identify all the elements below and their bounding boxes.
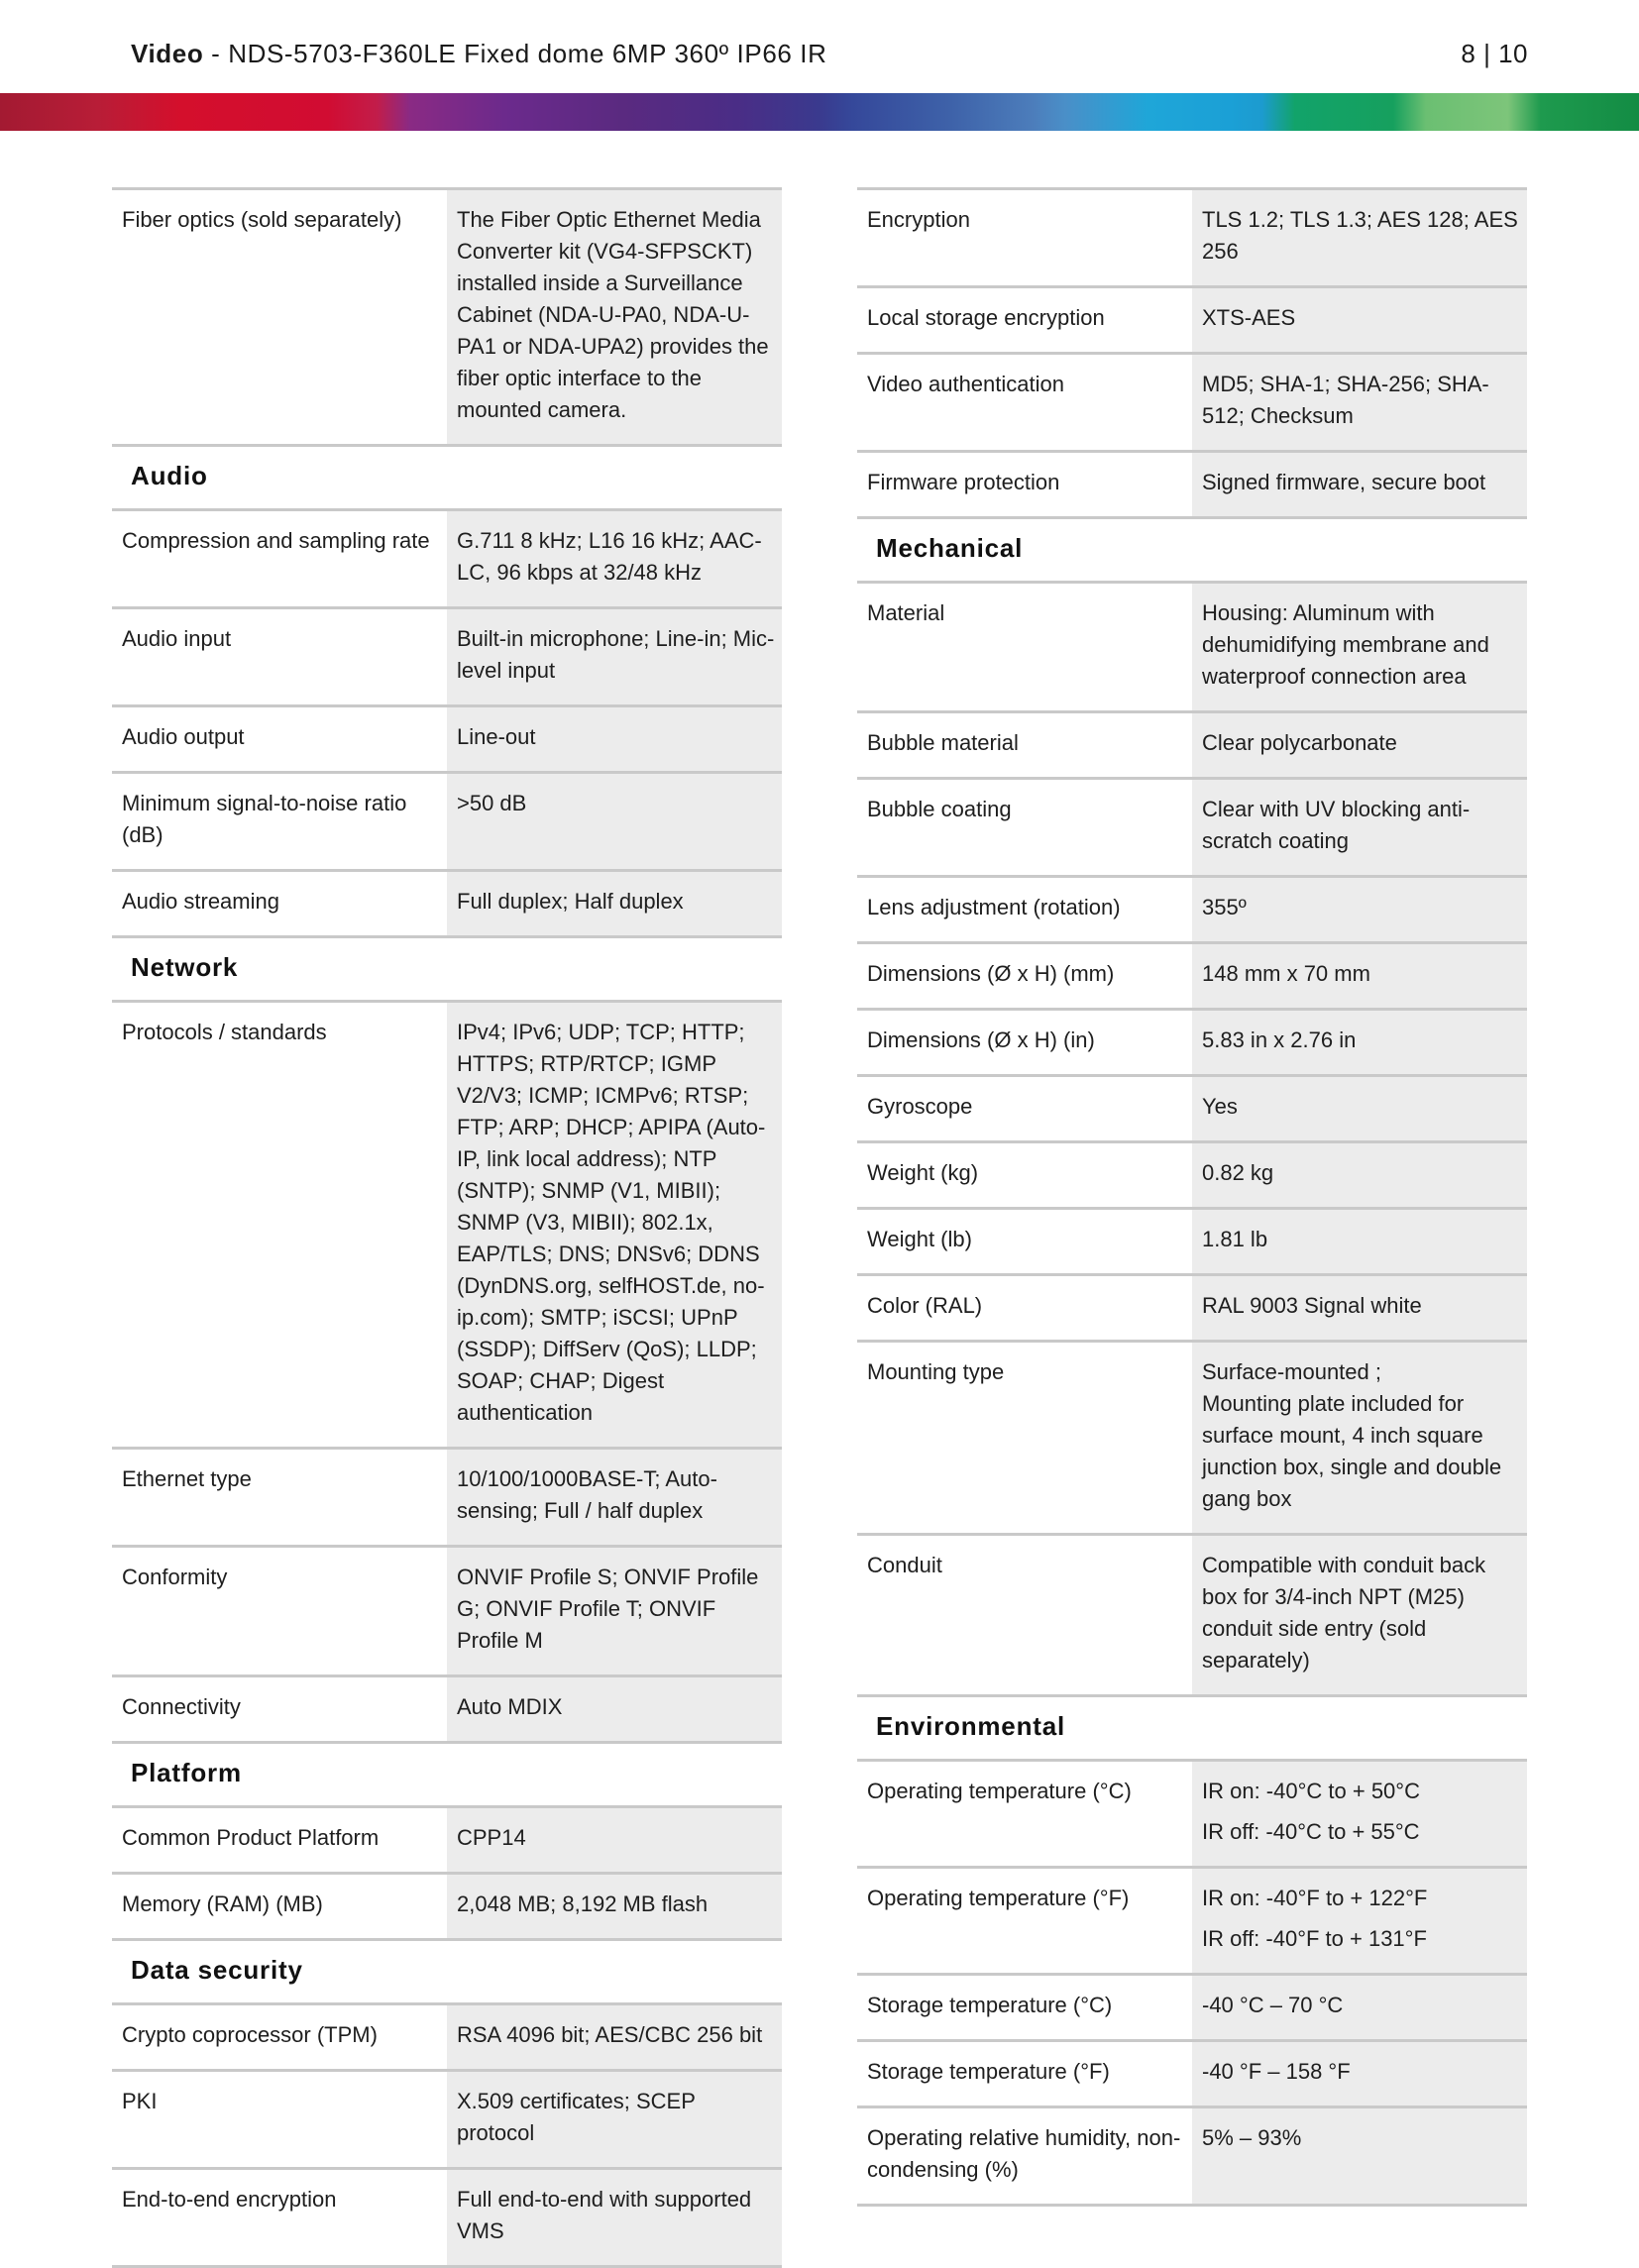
spec-row-material [857, 581, 1527, 710]
spec-value: XTS-AES [1192, 288, 1527, 352]
spec-row-color-ral [857, 1273, 1527, 1340]
spec-row-video-authentication [857, 352, 1527, 450]
spec-label: Audio input [122, 626, 232, 651]
spec-row-pki [112, 2069, 782, 2167]
spec-label: Conformity [122, 1565, 228, 1589]
spec-row-protocols-standards [112, 1000, 782, 1447]
spec-label: Bubble material [867, 730, 1019, 755]
spec-label: Memory (RAM) (MB) [122, 1891, 323, 1916]
spec-label: PKI [122, 2089, 158, 2113]
spec-row-lens-adjustment-rotation [857, 875, 1527, 941]
section-heading-network: Network [112, 935, 782, 1000]
spec-row-local-storage-encryption [857, 285, 1527, 352]
spec-label: Firmware protection [867, 470, 1060, 494]
spec-value: Surface-mounted ; Mounting plate included for surface mount, 4 inch square junction box, single and double gang box [1192, 1343, 1527, 1533]
spec-value: >50 dB [447, 774, 782, 869]
spec-row-bubble-material [857, 710, 1527, 777]
spec-value: Yes [1192, 1077, 1527, 1140]
spec-label: Gyroscope [867, 1094, 973, 1119]
spec-row-audio-output [112, 704, 782, 771]
spec-row-encryption [857, 187, 1527, 285]
spec-row-conduit [857, 1533, 1527, 1694]
spec-label: Storage temperature (°F) [867, 2059, 1110, 2084]
spec-label: Weight (kg) [867, 1160, 979, 1185]
spec-value: IPv4; IPv6; UDP; TCP; HTTP; HTTPS; RTP/RTCP; IGMP V2/V3; ICMP; ICMPv6; RTSP; FTP; ARP; DHCP; APIPA (Auto-IP, link local address); NTP (SNTP); SNMP (V1, MIBII); SNMP (V3, MIBII); 802.1x, EAP/TLS; DNS; DNSv6; DDNS (DynDNS.org, selfHOST.de, no-ip.com); SMTP; iSCSI; UPnP (SSDP); DiffServ (QoS); LLDP; SOAP; CHAP; Digest authentication [447, 1003, 782, 1447]
spec-value-line: IR off: -40°F to + 131°F [1202, 1926, 1427, 1951]
page-header [131, 34, 1528, 73]
spec-label: Bubble coating [867, 797, 1012, 821]
spec-value: Full duplex; Half duplex [447, 872, 782, 935]
spec-label: Local storage encryption [867, 305, 1105, 330]
spec-value: 355º [1192, 878, 1527, 941]
spec-label: Audio output [122, 724, 245, 749]
section-heading-environmental: Environmental [857, 1694, 1527, 1759]
spec-label: Fiber optics (sold separately) [122, 207, 402, 232]
spec-label: Operating temperature (°F) [867, 1886, 1130, 1910]
spec-row-storage-temperature-c [857, 1973, 1527, 2039]
spec-label: Dimensions (Ø x H) (mm) [867, 961, 1115, 986]
document-title-product: - NDS-5703-F360LE Fixed dome 6MP 360º IP66 IR [203, 38, 827, 68]
spec-label: Operating relative humidity, non-condensing (%) [867, 2125, 1181, 2182]
spec-value [1192, 1869, 1527, 1973]
spec-value: 2,048 MB; 8,192 MB flash [447, 1875, 782, 1938]
spec-value-line: IR on: -40°C to + 50°C [1202, 1779, 1420, 1803]
spec-label: Compression and sampling rate [122, 528, 430, 553]
spec-value: Built-in microphone; Line-in; Mic-level input [447, 609, 782, 704]
spec-value: Clear polycarbonate [1192, 713, 1527, 777]
spec-value: ONVIF Profile S; ONVIF Profile G; ONVIF Profile T; ONVIF Profile M [447, 1548, 782, 1674]
spec-value: 5% – 93% [1192, 2108, 1527, 2204]
section-heading-mechanical: Mechanical [857, 516, 1527, 581]
spec-label: End-to-end encryption [122, 2187, 337, 2212]
spec-value [1192, 1762, 1527, 1866]
spec-label: Weight (lb) [867, 1227, 972, 1251]
spec-row-operating-relative-humidity-non-condensing [857, 2106, 1527, 2207]
spec-value: Line-out [447, 707, 782, 771]
spec-label: Video authentication [867, 372, 1064, 396]
spec-label: Audio streaming [122, 889, 279, 914]
spec-row-firmware-protection [857, 450, 1527, 516]
spec-label: Conduit [867, 1553, 942, 1577]
spec-value-line: IR off: -40°C to + 55°C [1202, 1819, 1420, 1844]
document-title-category: Video [131, 38, 204, 68]
spec-row-bubble-coating [857, 777, 1527, 875]
spec-table-left [112, 187, 782, 2268]
spec-label: Material [867, 600, 945, 625]
spec-value: Compatible with conduit back box for 3/4-inch NPT (M25) conduit side entry (sold separately) [1192, 1536, 1527, 1694]
spec-row-dimensions-x-h-mm [857, 941, 1527, 1008]
spec-row-storage-temperature-f [857, 2039, 1527, 2106]
spec-label: Storage temperature (°C) [867, 1993, 1113, 2017]
spec-label: Common Product Platform [122, 1825, 380, 1850]
spec-value: 148 mm x 70 mm [1192, 944, 1527, 1008]
spec-row-operating-temperature-f [857, 1866, 1527, 1973]
spec-row-crypto-coprocessor-tpm [112, 2002, 782, 2069]
spec-value: X.509 certificates; SCEP protocol [447, 2072, 782, 2167]
spec-row-conformity [112, 1545, 782, 1674]
spec-label: Encryption [867, 207, 970, 232]
spec-label: Ethernet type [122, 1466, 252, 1491]
spec-value: Clear with UV blocking anti-scratch coating [1192, 780, 1527, 875]
spec-row-compression-and-sampling-rate [112, 508, 782, 606]
spec-row-audio-input [112, 606, 782, 704]
spec-row-weight-kg [857, 1140, 1527, 1207]
spec-value: RSA 4096 bit; AES/CBC 256 bit [447, 2005, 782, 2069]
spec-row-audio-streaming [112, 869, 782, 935]
spec-row-operating-temperature-c [857, 1759, 1527, 1866]
spec-row-end-to-end-encryption [112, 2167, 782, 2268]
spec-value: 0.82 kg [1192, 1143, 1527, 1207]
spec-value: -40 °F – 158 °F [1192, 2042, 1527, 2106]
spec-row-minimum-signal-to-noise-ratio-db [112, 771, 782, 869]
spec-value: Auto MDIX [447, 1677, 782, 1741]
spec-value: The Fiber Optic Ethernet Media Converter kit (VG4-SFPSCKT) installed inside a Surveillance Cabinet (NDA-U-PA0, NDA-U-PA1 or NDA-UPA2) provides the fiber optic interface to the mounted camera. [447, 190, 782, 444]
spec-label: Minimum signal-to-noise ratio (dB) [122, 791, 407, 847]
spec-label: Operating temperature (°C) [867, 1779, 1132, 1803]
spec-row-ethernet-type [112, 1447, 782, 1545]
spec-value: -40 °C – 70 °C [1192, 1976, 1527, 2039]
spec-row-gyroscope [857, 1074, 1527, 1140]
spec-row-weight-lb [857, 1207, 1527, 1273]
spec-label: Protocols / standards [122, 1020, 327, 1044]
spec-row-fiber-optics-sold-separately [112, 187, 782, 444]
spec-value: RAL 9003 Signal white [1192, 1276, 1527, 1340]
spec-label: Dimensions (Ø x H) (in) [867, 1027, 1095, 1052]
spec-value: G.711 8 kHz; L16 16 kHz; AAC-LC, 96 kbps at 32/48 kHz [447, 511, 782, 606]
spec-label: Connectivity [122, 1694, 241, 1719]
spec-row-mounting-type [857, 1340, 1527, 1533]
spec-label: Lens adjustment (rotation) [867, 895, 1121, 919]
section-heading-platform: Platform [112, 1741, 782, 1805]
section-heading-audio: Audio [112, 444, 782, 508]
brand-color-band [0, 93, 1639, 131]
spec-row-memory-ram-mb [112, 1872, 782, 1938]
spec-row-common-product-platform [112, 1805, 782, 1872]
spec-value: 5.83 in x 2.76 in [1192, 1011, 1527, 1074]
spec-label: Mounting type [867, 1359, 1005, 1384]
spec-value: CPP14 [447, 1808, 782, 1872]
spec-table-right [857, 187, 1527, 2207]
spec-label: Color (RAL) [867, 1293, 983, 1318]
spec-value: 10/100/1000BASE-T; Auto-sensing; Full / half duplex [447, 1450, 782, 1545]
spec-value: 1.81 lb [1192, 1210, 1527, 1273]
spec-value-line: IR on: -40°F to + 122°F [1202, 1886, 1428, 1910]
section-heading-data-security: Data security [112, 1938, 782, 2002]
spec-value: MD5; SHA-1; SHA-256; SHA-512; Checksum [1192, 355, 1527, 450]
spec-row-dimensions-x-h-in [857, 1008, 1527, 1074]
spec-value: Housing: Aluminum with dehumidifying membrane and waterproof connection area [1192, 584, 1527, 710]
page-number: 8 | 10 [1461, 38, 1528, 68]
spec-value: TLS 1.2; TLS 1.3; AES 128; AES 256 [1192, 190, 1527, 285]
document-title [131, 39, 826, 69]
spec-value: Full end-to-end with supported VMS [447, 2170, 782, 2265]
spec-label: Crypto coprocessor (TPM) [122, 2022, 378, 2047]
spec-value: Signed firmware, secure boot [1192, 453, 1527, 516]
spec-row-connectivity [112, 1674, 782, 1741]
